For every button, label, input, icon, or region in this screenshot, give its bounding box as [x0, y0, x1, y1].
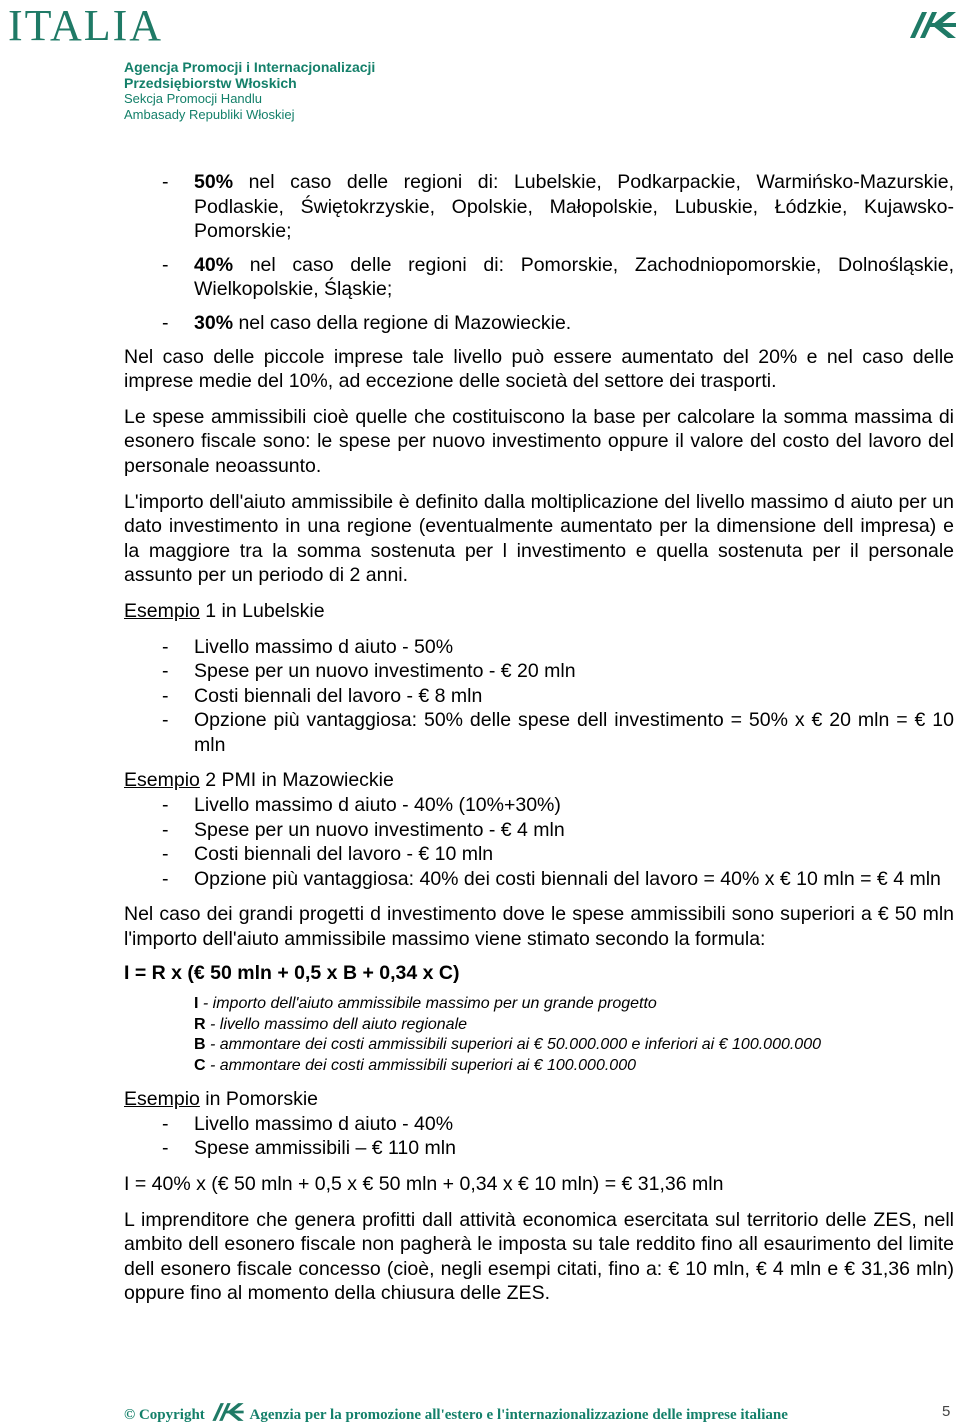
italia-logo: ITALIA	[8, 1, 164, 50]
list-item: - Spese ammissibili – € 110 mln	[162, 1137, 456, 1160]
formula-definition: I - importo dell'aiuto ammissibile massimo per un grande progetto	[194, 995, 657, 1013]
paragraph-small-firms: Nel caso delle piccole imprese tale livello può essere aumentato del 20% e nel caso delle imprese medie del 10%, ad eccezione delle società del settore dei trasporti.	[124, 345, 954, 393]
list-item: - Spese per un nuovo investimento - € 4 mln	[162, 818, 565, 841]
list-item: - Costi biennali del lavoro - € 8 mln	[162, 684, 483, 707]
agency-block	[124, 59, 375, 123]
list-item: - Spese per un nuovo investimento - € 20 mln	[162, 660, 576, 683]
formula-definition: C - ammontare dei costi ammissibili superiori ai € 100.000.000	[194, 1056, 636, 1074]
page-number: 5	[942, 1403, 951, 1420]
paragraph-aid-amount: L'importo dell'aiuto ammissibile è definito dalla moltiplicazione del livello massimo d aiuto per un dato investimento in una regione (eventualmente aumentato per la dimensione dell impresa) e la maggiore tra la somma sostenuta per l investimento e quella sostenuta per il personale assunto per un periodo di 2 anni.	[124, 490, 954, 587]
formula-definition: R - livello massimo dell aiuto regionale	[194, 1015, 468, 1033]
paragraph-eligible-costs: Le spese ammissibili cioè quelle che costituiscono la base per calcolare la somma massima di esonero fiscale sono: le spese per nuovo investimento oppure il valore del costo del lavoro del personale neoassunto.	[124, 405, 954, 477]
list-item: - Opzione più vantaggiosa: 50% delle spese dell investimento = 50% x € 20 mln = € 10 mln	[162, 709, 954, 756]
list-item: - 30% nel caso della regione di Mazowieckie.	[162, 311, 572, 334]
document-body	[124, 170, 954, 1306]
list-item: - 40% nel caso delle regioni di: Pomorskie, Zachodniopomorskie, Dolnośląskie, Wielkopolskie, Śląskie;	[162, 253, 954, 301]
formula-definition: B - ammontare dei costi ammissibili superiori ai € 50.000.000 e inferiori ai € 100.000.000	[194, 1036, 821, 1054]
ice-brand-mark-icon	[211, 1400, 245, 1424]
paragraph-conclusion: L imprenditore che genera profitti dall attività economica esercitata sul territorio delle ZES, nell ambito dell esonero fiscale non pagherà le imposta su tale reddito fino all esaurimento del limite dell esonero fiscale concesso (cioè, negli esempi citati, fino a: € 10 mln, € 4 mln e € 31,36 mln) oppure fino al momento della chiusura delle ZES.	[124, 1208, 954, 1305]
agency-name-line1: Agencja Promocji i Internacjonalizacji	[124, 59, 376, 75]
footer	[124, 1400, 788, 1424]
list-item: - Livello massimo d aiuto - 40% (10%+30%)	[162, 794, 561, 817]
agency-section: Sekcja Promocji Handlu	[124, 91, 263, 106]
list-item: - Costi biennali del lavoro - € 10 mln	[162, 843, 494, 866]
list-item: - 50% nel caso delle regioni di: Lubelskie, Podkarpackie, Warmińsko-Mazurskie, Podlaskie, Świętokrzyskie, Opolskie, Małopolskie, Lubuskie, Łódzkie, Kujawsko-Pomorskie;	[162, 171, 954, 243]
example-2-heading: Esempio 2 PMI in Mazowieckie	[124, 769, 394, 792]
agency-embassy: Ambasady Republiki Włoskiej	[124, 107, 295, 122]
paragraph-large-projects: Nel caso dei grandi progetti d investimento dove le spese ammissibili sono superiori a € 50 mln l'importo dell'aiuto ammissibile massimo viene stimato secondo la formula:	[124, 903, 954, 951]
footer-agency-name: Agenzia per la promozione all'estero e l'internazionalizzazione delle imprese italiane	[249, 1407, 788, 1423]
example-3-heading: Esempio in Pomorskie	[124, 1088, 318, 1111]
agency-name-line2: Przedsiębiorstw Włoskich	[124, 75, 297, 91]
example-calculation: I = 40% x (€ 50 mln + 0,5 x € 50 mln + 0,34 x € 10 mln) = € 31,36 mln	[124, 1173, 724, 1195]
copyright-label: © Copyright	[124, 1407, 205, 1423]
list-item: - Opzione più vantaggiosa: 40% dei costi biennali del lavoro = 40% x € 10 mln = € 4 mln	[162, 867, 941, 890]
ice-brand-mark-icon	[908, 8, 958, 42]
example-1-heading: Esempio 1 in Lubelskie	[124, 599, 325, 622]
list-item: - Livello massimo d aiuto - 50%	[162, 635, 454, 658]
list-item: - Livello massimo d aiuto - 40%	[162, 1112, 454, 1135]
aid-formula: I = R x (€ 50 mln + 0,5 x B + 0,34 x C)	[124, 961, 460, 984]
